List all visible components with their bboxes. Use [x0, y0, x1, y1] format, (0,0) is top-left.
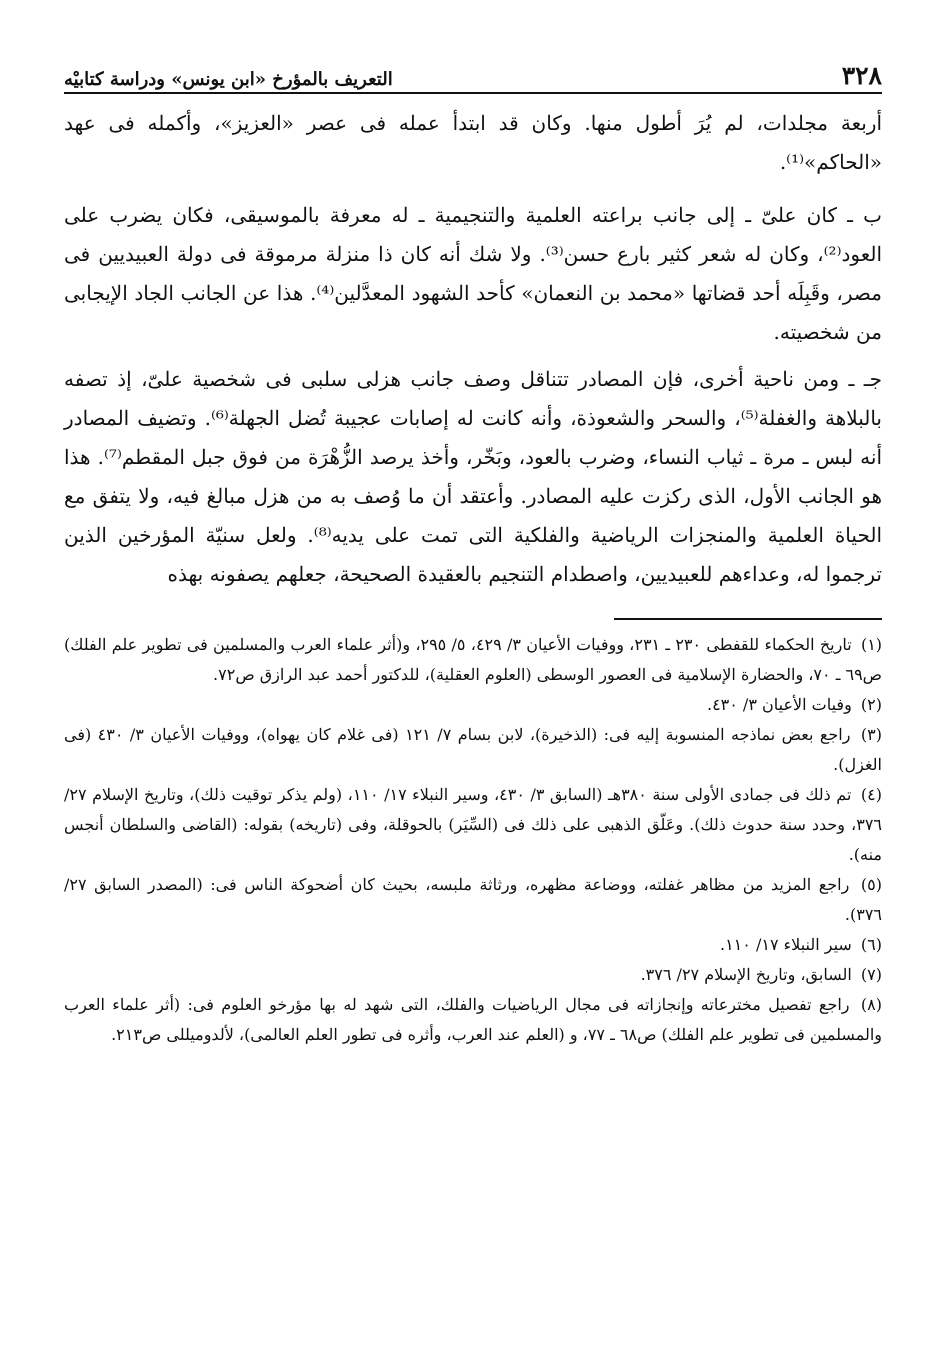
main-text [64, 104, 882, 594]
footnote-separator [614, 618, 882, 620]
footnote-number: (٣) [860, 725, 882, 744]
footnote-number: (٦) [860, 935, 882, 954]
page-number: ٣٢٨ [841, 61, 882, 90]
footnote-text: تم ذلك فى جمادى الأولى سنة ٣٨٠هـ (السابق ٣/ ٤٣٠، وسير النبلاء ١٧/ ١١٠، (ولم يذكر توقيت ذلك)، وتاريخ الإسلام ٢٧/ ٣٧٦، وحدد سنة حدوث ذلك). وعَلّق الذهبى على ذلك فى (السِّيَر) بالحوقلة، وفى (تاريخه) بقوله: (القاضى والسلطان أنجس منه). [64, 785, 882, 864]
book-page [64, 48, 882, 1318]
footnote [64, 960, 882, 990]
footnote-text: تاريخ الحكماء للقفطى ٢٣٠ ـ ٢٣١، ووفيات الأعيان ٣/ ٤٢٩، ٥/ ٢٩٥، و(أثر علماء العرب والمسلمين فى تطوير علم الفلك) ص٦٩ ـ ٧٠، والحضارة الإسلامية فى العصور الوسطى (العلوم العقلية)، للدكتور أحمد عبد الرازق ص٧٢. [64, 635, 882, 684]
footnote [64, 780, 882, 870]
footnotes-list [64, 630, 882, 1050]
footnote [64, 870, 882, 930]
footnote [64, 930, 882, 960]
footnote-text: وفيات الأعيان ٣/ ٤٣٠. [706, 695, 852, 714]
running-title: التعريف بالمؤرخ «ابن يونس» ودراسة كتابيْه [64, 69, 393, 90]
running-header [64, 48, 882, 94]
footnote-number: (٢) [860, 695, 882, 714]
footnote-number: (٧) [860, 965, 882, 984]
paragraph-intro: أربعة مجلدات، لم يُرَ أطول منها. وكان قد ابتدأ عمله فى عصر «العزيز»، وأكمله فى عهد «الحاكم»⁽¹⁾. [64, 111, 882, 174]
footnote [64, 630, 882, 690]
footnote [64, 690, 882, 720]
footnote [64, 990, 882, 1050]
footnote-number: (٨) [860, 995, 882, 1014]
footnote-text: راجع بعض نماذجه المنسوبة إليه فى: (الذخيرة)، لابن بسام ٧/ ١٢١ (فى غلام كان يهواه)، ووفيات الأعيان ٣/ ٤٣٠ (فى الغزل). [64, 725, 882, 774]
footnote-text: راجع المزيد من مظاهر غفلته، ووضاعة مظهره، ورثاثة ملبسه، بحيث كان أضحوكة الناس فى: (المصدر السابق ٢٧/ ٣٧٦). [64, 875, 882, 924]
footnote-number: (١) [860, 635, 883, 654]
footnote-text: سير النبلاء ١٧/ ١١٠. [719, 935, 852, 954]
paragraph-c: جـ ـ ومن ناحية أخرى، فإن المصادر تتناقل وصف جانب هزلى سلبى فى شخصية علىّ، إذ تصفه بالبلاهة والغفلة⁽⁵⁾، والسحر والشعوذة، وأنه كانت له إصابات عجيبة تُضل الجهلة⁽⁶⁾. وتضيف المصادر أنه لبس ـ مرة ـ ثياب النساء، وضرب بالعود، وبَخّر، وأخذ يرصد الزُّهْرَة من فوق جبل المقطم⁽⁷⁾. هذا هو الجانب الأول، الذى ركزت عليه المصادر. وأعتقد أن ما وُصف به من هزل مبالغ فيه، ولا يتفق مع الحياة العلمية والمنجزات الرياضية والفلكية التى تمت على يديه⁽⁸⁾. ولعل سنيّة المؤرخين الذين ترجموا له، وعداءهم للعبيديين، واصطدام التنجيم بالعقيدة الصحيحة، جعلهم يصفونه بهذه [64, 367, 883, 586]
footnote-text: السابق، وتاريخ الإسلام ٢٧/ ٣٧٦. [640, 965, 852, 984]
footnote-text: راجع تفصيل مخترعاته وإنجازاته فى مجال الرياضيات والفلك، التى شهد له بها مؤرخو العلوم فى: (أثر علماء العرب والمسلمين فى تطوير علم الفلك) ص٦٨ ـ ٧٧، و (العلم عند العرب، وأثره فى تطور العلم العالمى)، لألدوميللى ص٢١٣. [64, 995, 882, 1044]
paragraph-b: ب ـ كان علىّ ـ إلى جانب براعته العلمية والتنجيمية ـ له معرفة بالموسيقى، فكان يضرب على العود⁽²⁾، وكان له شعر كثير بارع حسن⁽³⁾. ولا شك أنه كان ذا منزلة مرموقة فى دولة العبيديين فى مصر، وقَبِلَه أحد قضاتها «محمد بن النعمان» كأحد الشهود المعدَّلين⁽⁴⁾. هذا عن الجانب الجاد الإيجابى من شخصيته. [64, 203, 883, 344]
footnote [64, 720, 882, 780]
footnote-number: (٥) [860, 875, 882, 894]
footnote-number: (٤) [860, 785, 882, 804]
